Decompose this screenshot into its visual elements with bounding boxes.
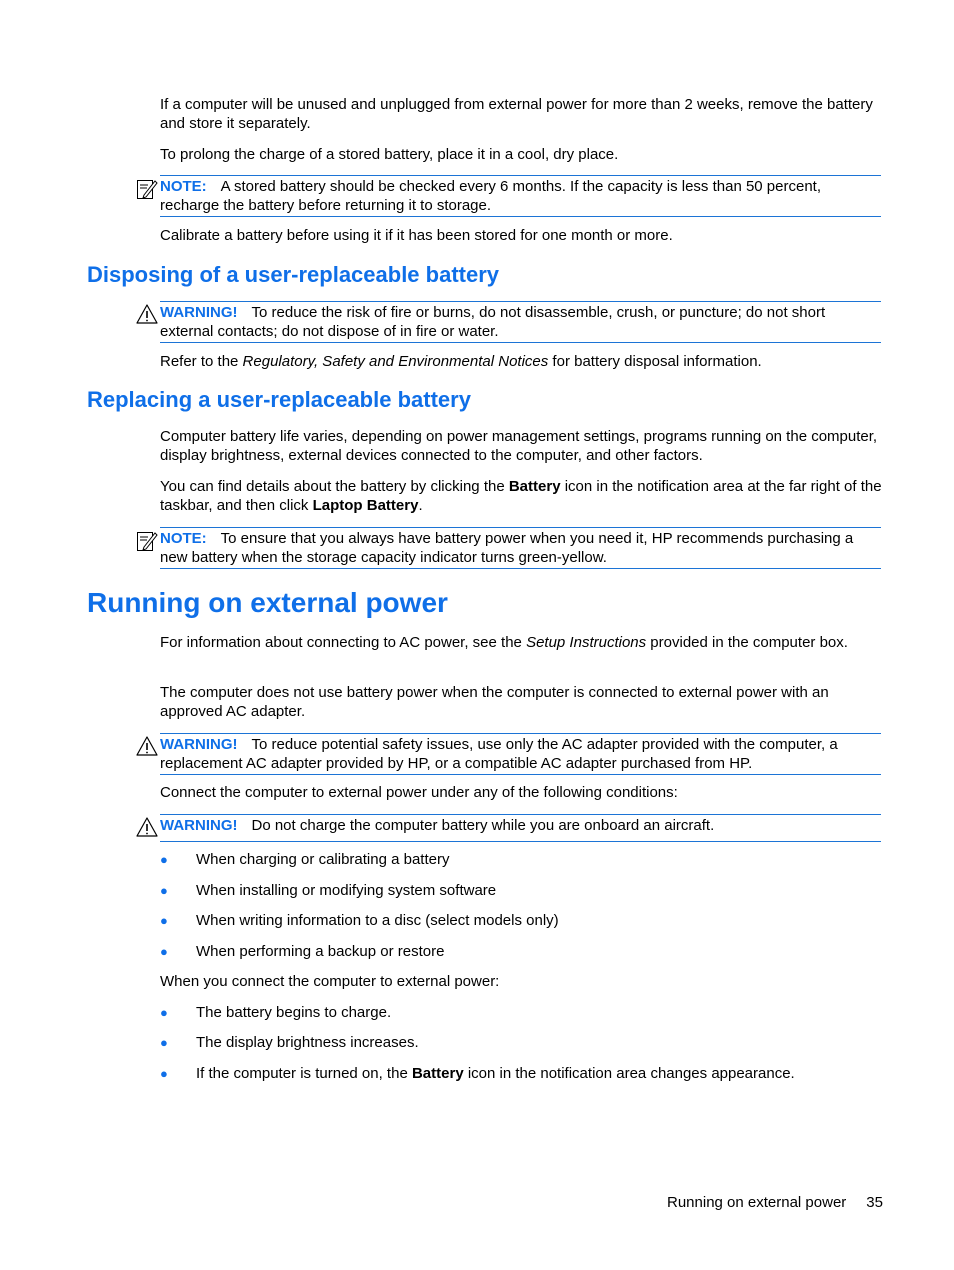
- paragraph-conditions-intro: Connect the computer to external power under any of the following conditions:: [160, 784, 678, 801]
- bullet-dot: ●: [160, 944, 168, 959]
- note-pencil-icon: [136, 530, 158, 552]
- page-number: 35: [866, 1194, 883, 1211]
- note-pencil-icon: [136, 178, 158, 200]
- note-text: A stored battery should be checked every 6 months. If the capacity is less than 50 percent, recharge the battery before returning it to storage.: [160, 178, 822, 214]
- notices-title: Regulatory, Safety and Environmental Notices: [242, 353, 549, 370]
- paragraph-refer-notices: Refer to the Regulatory, Safety and Environmental Notices for battery disposal information.: [160, 353, 762, 370]
- warning-text: To reduce the risk of fire or burns, do not disassemble, crush, or puncture; do not short external contacts; do not dispose of in fire or water.: [160, 304, 826, 340]
- warning-label: WARNING!: [160, 817, 238, 834]
- bullet-dot: ●: [160, 852, 168, 867]
- warning-callout-aircraft: [160, 814, 881, 842]
- warning-label: WARNING!: [160, 304, 238, 321]
- warning-text: Do not charge the computer battery while you are onboard an aircraft.: [251, 817, 715, 834]
- warning-callout-disposal: [160, 301, 881, 343]
- page-footer: [667, 1193, 883, 1212]
- footer-section-title: Running on external power: [667, 1194, 847, 1211]
- bullet-dot: ●: [160, 883, 168, 898]
- paragraph-when-connected: When you connect the computer to external power:: [160, 973, 500, 990]
- bullet-dot: ●: [160, 1005, 168, 1020]
- warning-text: To reduce potential safety issues, use only the AC adapter provided with the computer, a replacement AC adapter provided by HP, or a compatible AC adapter purchased from HP.: [160, 736, 838, 772]
- note-text: To ensure that you always have battery power when you need it, HP recommends purchasing a new battery when the storage capacity indicator turns green-yellow.: [160, 530, 854, 566]
- document-page: If a computer will be unused and unplugged from external power for more than 2 weeks, remove the battery and store it separately. To prolong the charge of a stored battery, place it in a cool, dry place. NOTE: A stored battery should be checked every 6 months. If the capacity is less than 50 percent, recharge the battery before returning it to storage. Calibrate a battery before using it if it has been stored for one month or more. Disposing of a user-replaceable battery WARNING! To reduce the risk of fire or burns, do not disassemble, crush, or puncture; do not short external contacts; do not dispose of in fire or water. Refer to the Regulatory, Safety and Environmental Notices for battery disposal information. Replacing a user-replaceable battery Computer battery life varies, depending on power management settings, programs running on the computer, display brightness, external devices connected to the computer, and other factors. You can find details about the battery by clicking the Battery icon in the notification area at the far right of the taskbar, and then click Laptop Battery. NOTE: To ensure that you always have battery power when you need it, HP recommends purchasing a new battery when the storage capacity indicator turns green-yellow. Running on external power For information about connecting to AC power, see the Setup Instructions provided in the computer box. The computer does not use battery power when the computer is connected to external power with an approved AC adapter. WARNING! To reduce potential safety issues, use only the AC adapter provided with the computer, a replacement AC adapter provided by HP, or a compatible AC adapter purchased from HP. Connect the computer to external power under any of the following conditions: WARNING! Do not charge the computer battery while you are onboard an aircraft. ● When charging or calibrating a battery ● When installing or modifying system software ● When writing information to a disc (select models only) ● When performing a backup or restore When you connect the computer to external power: ● The battery begins to charge. ● The display brightness increases. ● If the computer is turned on, the Battery icon in the notification area changes appearance. Running on external power 35: [87, 96, 883, 1211]
- note-label: NOTE:: [160, 178, 207, 195]
- setup-instructions-title: Setup Instructions: [526, 634, 647, 651]
- paragraph-prolong-charge: To prolong the charge of a stored battery, place it in a cool, dry place.: [160, 146, 619, 163]
- warning-triangle-icon: [136, 735, 158, 757]
- note-callout-recommend: [160, 527, 881, 569]
- bullet-dot: ●: [160, 1035, 168, 1050]
- warning-label: WARNING!: [160, 736, 238, 753]
- heading-replacing: Replacing a user-replaceable battery: [87, 387, 471, 412]
- paragraph-battery-details: You can find details about the battery by clicking the Battery icon in the notification area at the far right of the taskbar, and then click Laptop Battery.: [160, 478, 882, 514]
- bullet-dot: ●: [160, 913, 168, 928]
- paragraph-ac-info: For information about connecting to AC power, see the Setup Instructions provided in the computer box.: [160, 634, 848, 651]
- paragraph-unused-battery: If a computer will be unused and unplugged from external power for more than 2 weeks, remove the battery and store it separately.: [160, 96, 873, 132]
- bullet-dot: ●: [160, 1066, 168, 1081]
- note-callout-storage: [160, 175, 881, 217]
- warning-triangle-icon: [136, 816, 158, 838]
- note-label: NOTE:: [160, 530, 207, 547]
- heading-disposing: Disposing of a user-replaceable battery: [87, 262, 500, 287]
- paragraph-calibrate: Calibrate a battery before using it if it has been stored for one month or more.: [160, 227, 673, 244]
- warning-callout-adapter: [160, 733, 881, 775]
- paragraph-battery-life: Computer battery life varies, depending on power management settings, programs running on the computer, display brightness, external devices connected to the computer, and other factors.: [160, 428, 878, 464]
- heading-external-power: Running on external power: [87, 587, 448, 618]
- paragraph-no-battery-use: The computer does not use battery power when the computer is connected to external power with an approved AC adapter.: [160, 684, 829, 720]
- warning-triangle-icon: [136, 303, 158, 325]
